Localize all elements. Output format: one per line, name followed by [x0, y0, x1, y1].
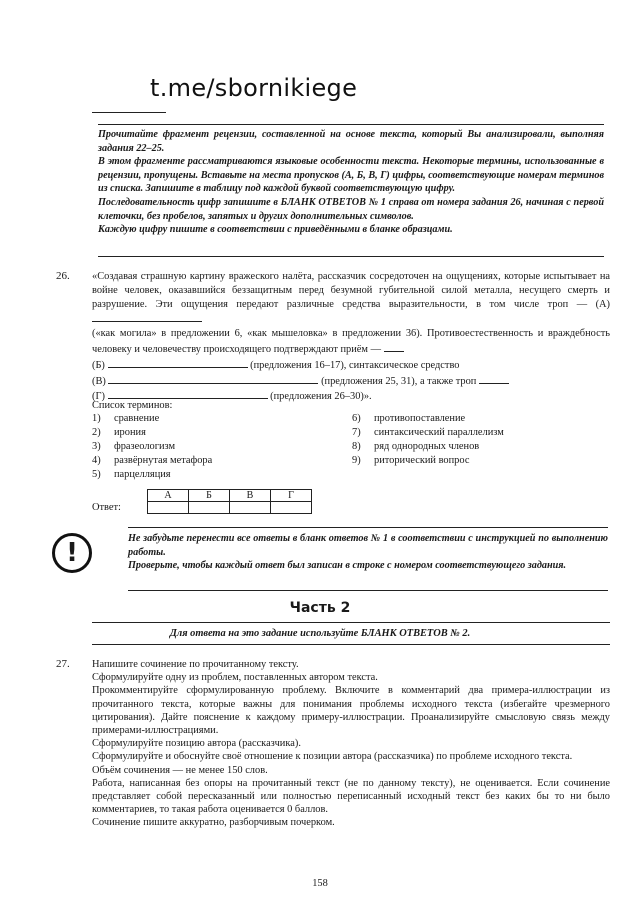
warning-line: Проверьте, чтобы каждый ответ был записан в строке с номером соответствующего задания.: [128, 560, 567, 572]
blank-g-start: [479, 373, 509, 384]
term-item: [92, 455, 212, 466]
task-number: 26.: [56, 270, 70, 282]
term-number: 3): [92, 441, 101, 452]
answer-cell[interactable]: [148, 502, 189, 514]
answer-header-a: А: [148, 490, 189, 502]
term-number: 4): [92, 455, 101, 466]
watermark-text: t.me/sbornikiege: [150, 74, 358, 102]
term-item: [92, 441, 175, 452]
term-item: [92, 427, 146, 438]
review-paragraph: [92, 327, 610, 357]
review-text-part: («как могила» в предложении 6, «как мышеловка» в предложении 36). Противоестественность и враждебность человеку и человечеству происходящего подтверждают приём —: [92, 328, 610, 355]
term-text: риторический вопрос: [374, 455, 470, 466]
review-text: [92, 270, 610, 404]
task-number: 27.: [56, 658, 70, 670]
blank-v: [108, 373, 318, 384]
instruction-line: Каждую цифру пишите в соответствии с приведёнными в бланке образцами.: [98, 224, 453, 236]
divider: [92, 112, 166, 113]
review-text-part: (предложения 26–30)».: [270, 391, 372, 403]
terms-title: Список терминов:: [92, 400, 173, 411]
review-paragraph: [92, 357, 610, 373]
essay-instruction: Сформулируйте одну из проблем, поставленных автором текста.: [92, 672, 378, 684]
blank-a-cont: [384, 341, 404, 352]
essay-instruction: Сформулируйте позицию автора (рассказчика).: [92, 738, 301, 750]
term-number: 2): [92, 427, 101, 438]
term-text: фразеологизм: [114, 441, 176, 452]
term-number: 5): [92, 469, 101, 480]
task-instructions: [98, 128, 604, 237]
essay-instruction: Сочинение пишите аккуратно, разборчивым почерком.: [92, 817, 335, 829]
instruction-line: Последовательность цифр запишите в БЛАНК ОТВЕТОВ № 1 справа от номера задания 26, начиная с первой клеточки, без пробелов, запятых и других дополнительных символов.: [98, 196, 604, 222]
term-item: [352, 441, 479, 452]
term-number: 1): [92, 413, 101, 424]
exclamation-icon: !: [52, 533, 92, 573]
review-text-part: (предложения 16–17), синтаксическое средство: [250, 359, 460, 371]
answer-cell[interactable]: [271, 502, 312, 514]
term-text: парцелляция: [114, 469, 171, 480]
divider: [92, 622, 610, 623]
answer-row: [148, 502, 312, 514]
warning-text: [128, 532, 608, 573]
answer-cell[interactable]: [189, 502, 230, 514]
divider: [128, 590, 608, 591]
blank-g: [108, 388, 268, 399]
term-item: [92, 469, 171, 480]
answer-header-g: Г: [271, 490, 312, 502]
term-number: 9): [352, 455, 361, 466]
term-item: [352, 413, 465, 424]
term-text: противопоставление: [374, 413, 466, 424]
answer-header-v: В: [230, 490, 271, 502]
term-text: ирония: [114, 427, 146, 438]
answer-label: Ответ:: [92, 502, 121, 513]
gap-label: (Б): [92, 359, 105, 371]
review-paragraph: [92, 373, 610, 389]
review-paragraph: [92, 270, 610, 327]
divider: [128, 527, 608, 528]
blank-a: [92, 311, 202, 322]
term-number: 7): [352, 427, 361, 438]
gap-label: (Г): [92, 391, 105, 403]
essay-instruction: Работа, написанная без опоры на прочитанный текст (не по данному тексту), не оценивается. Если сочинение представляет собой пересказанный или полностью переписанный исходный текст без каких бы то ни было комментариев, то такая работа оценивается 0 баллов.: [92, 777, 610, 816]
divider: [98, 124, 604, 125]
term-item: [352, 455, 469, 466]
term-number: 6): [352, 413, 361, 424]
essay-instruction: Объём сочинения — не менее 150 слов.: [92, 764, 268, 776]
divider: [92, 644, 610, 645]
page-number: 158: [312, 878, 328, 889]
part-subtitle: Для ответа на это задание используйте БЛАНК ОТВЕТОВ № 2.: [169, 628, 471, 639]
term-number: 8): [352, 441, 361, 452]
review-text-part: «Создавая страшную картину вражеского налёта, рассказчик сосредоточен на ощущениях, которые испытывает на войне человек, оказавшийся беззащитным перед безумной губительной силой металла, несущего смерть и разрушение. Эти ощущения передают различные средства выразительности, в том числе троп — (А): [92, 271, 610, 310]
term-text: синтаксический параллелизм: [374, 427, 504, 438]
term-text: ряд однородных членов: [374, 441, 480, 452]
blank-b: [108, 357, 248, 368]
warning-line: Не забудьте перенести все ответы в бланк ответов № 1 в соответствии с инструкцией по выполнению работы.: [128, 533, 608, 558]
instruction-line: Прочитайте фрагмент рецензии, составленной на основе текста, который Вы анализировали, выполняя задания 22–25.: [98, 129, 604, 154]
review-text-part: (предложения 25, 31), а также троп: [321, 375, 477, 387]
essay-instruction: Сформулируйте и обоснуйте своё отношение к позиции автора (рассказчика) по проблеме исходного текста.: [92, 751, 573, 763]
term-item: [352, 427, 504, 438]
term-text: сравнение: [114, 413, 160, 424]
term-text: развёрнутая метафора: [114, 455, 213, 466]
answer-header-row: [148, 490, 312, 502]
answer-table: [147, 489, 312, 514]
essay-instruction: Напишите сочинение по прочитанному тексту.: [92, 659, 299, 670]
divider: [98, 256, 604, 257]
gap-label: (В): [92, 375, 106, 387]
essay-instruction: Прокомментируйте сформулированную проблему. Включите в комментарий два примера-иллюстрации из прочитанного текста, которые важны для понимания проблемы исходного текста (избегайте чрезмерного цитирования). Дайте пояснение к каждому примеру-иллюстрации. Проанализируйте смысловую связь между примерами-иллюстрациями.: [92, 685, 610, 737]
answer-cell[interactable]: [230, 502, 271, 514]
term-item: [92, 413, 159, 424]
instruction-line: В этом фрагменте рассматриваются языковые особенности текста. Некоторые термины, использованные в рецензии, пропущены. Вставьте на места пропусков (А, Б, В, Г) цифры, соответствующие номерам терминов из списка. Запишите в таблицу под каждой буквой соответствующую цифру.: [98, 156, 604, 195]
part-title: Часть 2: [289, 600, 351, 616]
essay-task: [92, 658, 610, 830]
answer-header-b: Б: [189, 490, 230, 502]
